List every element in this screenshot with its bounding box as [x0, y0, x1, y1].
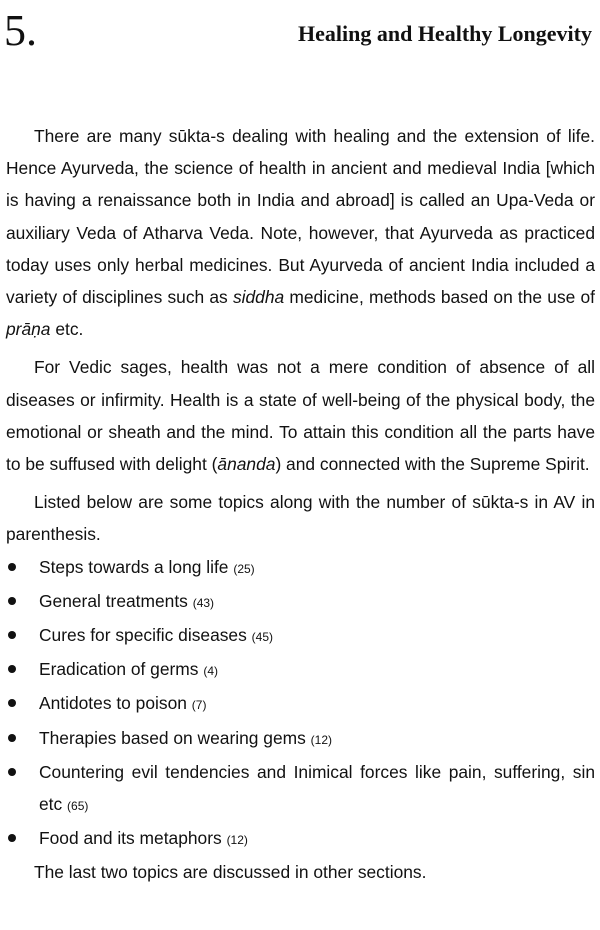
list-item	[6, 551, 595, 585]
topic-count: (12)	[226, 833, 248, 848]
list-item	[6, 722, 595, 756]
bullet-icon	[8, 563, 16, 571]
list-item	[6, 619, 595, 653]
health-paragraph	[6, 351, 595, 480]
intro-paragraph	[6, 120, 595, 345]
topic-count: (43)	[192, 595, 215, 610]
chapter-number: 5.	[4, 6, 37, 55]
intro-text-c: etc.	[50, 319, 84, 340]
bullet-icon	[8, 768, 16, 776]
topic-label: Steps towards a long life	[39, 556, 229, 577]
closing-note: The last two topics are discussed in other sections.	[34, 862, 427, 883]
topic-label: General treatments	[39, 590, 188, 611]
topic-count: (45)	[251, 630, 273, 645]
topic-label: Cures for specific diseases	[39, 625, 247, 646]
topic-label: Food and its metaphors	[39, 828, 222, 849]
topic-label: Therapies based on wearing gems	[39, 727, 306, 748]
topics-intro-paragraph: Listed below are some topics along with the number of sūkta-s in AV in parenthesis.	[6, 492, 595, 545]
intro-text-b: medicine, methods based on the use of	[284, 287, 595, 308]
list-item	[6, 585, 595, 619]
list-item	[6, 756, 595, 822]
topic-count: (65)	[67, 799, 89, 814]
list-item	[6, 822, 595, 856]
chapter-title: Healing and Healthy Longevity	[298, 21, 592, 46]
bullet-icon	[8, 665, 16, 673]
bullet-icon	[8, 834, 16, 842]
topic-label: Eradication of germs	[39, 659, 199, 680]
chapter-body	[6, 120, 595, 889]
topics-list	[6, 551, 595, 857]
list-item	[6, 687, 595, 721]
topic-count: (4)	[203, 664, 219, 679]
list-item	[6, 653, 595, 687]
intro-text-a: There are many sūkta-s dealing with healing and the extension of life. Hence Ayurveda, the science of health in ancient and medieval India [which is having a renaissance both in India and abroad] is called an Upa-Veda or auxiliary Veda of Atharva Veda. Note, however, that Ayurveda as practiced today uses only herbal medicines. But Ayurveda of ancient India included a variety of disciplines such as	[6, 126, 595, 308]
health-text-b: ) and connected with the Supreme Spirit.	[275, 454, 590, 475]
topic-label: Antidotes to poison	[39, 693, 187, 714]
bullet-icon	[8, 631, 16, 639]
chapter-header	[0, 6, 600, 56]
ananda-term: ānanda	[217, 454, 276, 475]
bullet-icon	[8, 597, 16, 605]
topic-count: (25)	[233, 561, 255, 576]
bullet-icon	[8, 699, 16, 707]
topic-label: Countering evil tendencies and Inimical forces like pain, suffering, sin etc	[39, 761, 595, 815]
topic-count: (12)	[310, 732, 332, 747]
bullet-icon	[8, 734, 16, 742]
siddha-term: siddha	[232, 287, 285, 308]
prana-term: prāṇa	[6, 319, 51, 340]
health-text-a: For Vedic sages, health was not a mere condition of absence of all diseases or infirmity. Health is a state of well-being of the physical body, the emotional or sheath and the mind. To attain this condition all the parts have to be suffused with delight (	[6, 357, 595, 475]
topic-count: (7)	[191, 698, 207, 713]
